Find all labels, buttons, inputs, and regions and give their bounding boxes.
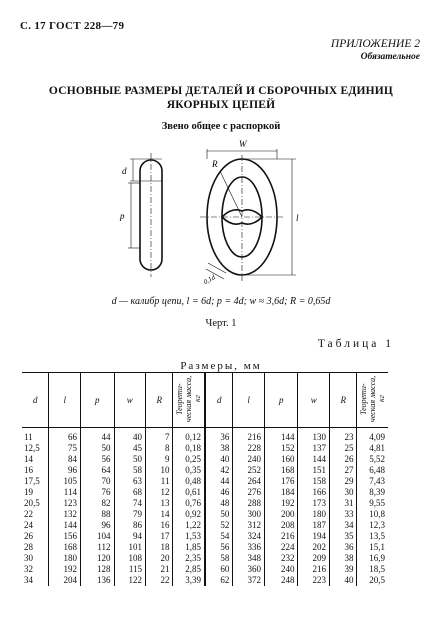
table-cell: 0,25 [173, 454, 205, 465]
header-mass-text: Теорети-ческая масса, кг [175, 375, 203, 423]
header-mass-text-2: Теорети-ческая масса, кг [359, 375, 387, 423]
table-cell: 223 [298, 575, 330, 586]
table-cell: 28 [24, 542, 33, 552]
table-cell: 34 [24, 575, 33, 585]
table-row [22, 509, 388, 520]
table-cell: 46 [205, 487, 233, 498]
table-cell: 2,85 [173, 564, 205, 575]
table-cell: 0,92 [173, 509, 205, 520]
table-cell: 184 [264, 487, 298, 498]
label-p: p [120, 211, 125, 221]
header-l: l [49, 373, 81, 428]
table-cell: 82 [80, 498, 114, 509]
table-cell: 192 [49, 564, 81, 575]
table-cell: 2,35 [173, 553, 205, 564]
table-cell: 5,52 [357, 454, 388, 465]
table-cell: 166 [298, 487, 330, 498]
table-cell: 32 [24, 564, 33, 574]
table-cell: 192 [264, 498, 298, 509]
table-cell: 168 [49, 542, 81, 553]
header-d-2: d [205, 373, 233, 428]
table-cell: 48 [205, 498, 233, 509]
table-cell: 105 [49, 476, 81, 487]
table-cell: 44 [80, 428, 114, 444]
table-cell: 74 [114, 498, 146, 509]
table-cell: 176 [264, 476, 298, 487]
table-cell: 12,5 [24, 443, 40, 453]
table-cell: 228 [233, 443, 265, 454]
table-cell: 29 [330, 476, 357, 487]
table-cell: 1,53 [173, 531, 205, 542]
table-cell: 160 [264, 454, 298, 465]
table-cell: 101 [114, 542, 146, 553]
table-cell: 1,22 [173, 520, 205, 531]
figure-label: Черт. 1 [205, 318, 237, 329]
table-cell: 9,55 [357, 498, 388, 509]
table-cell: 33 [330, 509, 357, 520]
table-cell: 18,5 [357, 564, 388, 575]
table-cell: 79 [114, 509, 146, 520]
table-cell: 31 [330, 498, 357, 509]
label-w: W [239, 139, 247, 149]
table-cell: 209 [298, 553, 330, 564]
table-cell: 264 [233, 476, 265, 487]
table-cell: 20 [146, 553, 173, 564]
table-cell: 25 [330, 443, 357, 454]
table-cell: 152 [264, 443, 298, 454]
table-cell: 58 [114, 465, 146, 476]
table-cell: 54 [205, 531, 233, 542]
table-row [22, 465, 388, 476]
table-cell: 0,48 [173, 476, 205, 487]
table-cell: 132 [49, 509, 81, 520]
table-cell: 136 [80, 575, 114, 586]
header-r: R [146, 373, 173, 428]
table-cell: 11 [146, 476, 173, 487]
table-cell: 21 [146, 564, 173, 575]
header-p: p [80, 373, 114, 428]
document-title-line-2: ЯКОРНЫХ ЦЕПЕЙ [166, 99, 276, 111]
table-cell: 50 [80, 443, 114, 454]
dimension-p [128, 183, 140, 248]
table-cell: 224 [264, 542, 298, 553]
table-cell: 27 [330, 465, 357, 476]
table-cell: 39 [330, 564, 357, 575]
table-cell: 173 [298, 498, 330, 509]
table-cell: 42 [205, 465, 233, 476]
table-cell: 56 [80, 454, 114, 465]
table-cell: 108 [114, 553, 146, 564]
table-row [22, 542, 388, 553]
table-cell: 8 [146, 443, 173, 454]
table-cell: 13,5 [357, 531, 388, 542]
table-cell: 16 [146, 520, 173, 531]
table-cell: 6,48 [357, 465, 388, 476]
table-cell: 114 [49, 487, 81, 498]
appendix-note: Обязательное [360, 52, 420, 62]
table-cell: 300 [233, 509, 265, 520]
table-cell: 216 [264, 531, 298, 542]
table-cell: 312 [233, 520, 265, 531]
table-cell: 68 [114, 487, 146, 498]
table-cell: 216 [298, 564, 330, 575]
table-label: Таблица 1 [317, 338, 394, 350]
table-cell: 252 [233, 465, 265, 476]
table-cell: 15,1 [357, 542, 388, 553]
header-w: w [114, 373, 146, 428]
table-cell: 58 [205, 553, 233, 564]
table-cell: 45 [114, 443, 146, 454]
table-cell: 137 [298, 443, 330, 454]
table-cell: 18 [146, 542, 173, 553]
table-cell: 0,61 [173, 487, 205, 498]
table-cell: 0,35 [173, 465, 205, 476]
table-cell: 20,5 [24, 498, 40, 508]
table-cell: 10 [146, 465, 173, 476]
table-cell: 10,8 [357, 509, 388, 520]
table-cell: 3,39 [173, 575, 205, 586]
table-cell: 35 [330, 531, 357, 542]
header-l-2: l [233, 373, 265, 428]
section-title: Звено общее с распоркой [161, 121, 281, 132]
table-cell: 240 [233, 454, 265, 465]
table-title: Размеры, мм [180, 360, 262, 372]
table-cell: 19 [24, 487, 33, 497]
table-cell: 204 [49, 575, 81, 586]
table-cell: 17 [146, 531, 173, 542]
table-cell: 11 [24, 432, 33, 442]
table-cell: 200 [264, 509, 298, 520]
table-cell: 4,09 [357, 428, 388, 444]
header-mass [173, 373, 205, 428]
label-weld: 0,1d [202, 273, 217, 285]
table-cell: 0,18 [173, 443, 205, 454]
appendix-title: ПРИЛОЖЕНИЕ 2 [330, 38, 420, 50]
table-cell: 44 [205, 476, 233, 487]
table-cell: 20,5 [357, 575, 388, 586]
label-d: d [122, 166, 127, 176]
table-cell: 50 [114, 454, 146, 465]
header-d: d [22, 373, 49, 428]
side-view [140, 153, 162, 277]
table-cell: 7 [146, 428, 173, 444]
table-cell: 76 [80, 487, 114, 498]
table-row [22, 443, 388, 454]
table-cell: 372 [233, 575, 265, 586]
table-row [22, 454, 388, 465]
table-cell: 151 [298, 465, 330, 476]
dimensions-table [22, 372, 388, 586]
table-cell: 0,12 [173, 428, 205, 444]
document-title-line-1: ОСНОВНЫЕ РАЗМЕРЫ ДЕТАЛЕЙ И СБОРОЧНЫХ ЕДИНИЦ [48, 85, 394, 97]
table-cell: 40 [330, 575, 357, 586]
table-cell: 324 [233, 531, 265, 542]
table-cell: 1,85 [173, 542, 205, 553]
table-cell: 288 [233, 498, 265, 509]
table-cell: 50 [205, 509, 233, 520]
table-cell: 187 [298, 520, 330, 531]
table-cell: 104 [80, 531, 114, 542]
table-cell: 14 [24, 454, 33, 464]
table-header-row [22, 373, 388, 428]
table-cell: 7,43 [357, 476, 388, 487]
table-cell: 158 [298, 476, 330, 487]
appendix-label [331, 38, 420, 64]
header-mass-2 [357, 373, 388, 428]
table-cell: 30 [24, 553, 33, 563]
table-cell: 96 [49, 465, 81, 476]
table-cell: 208 [264, 520, 298, 531]
table-cell: 24 [24, 520, 33, 530]
table-cell: 94 [114, 531, 146, 542]
table-row [22, 498, 388, 509]
table-cell: 120 [80, 553, 114, 564]
table-cell: 30 [330, 487, 357, 498]
table-cell: 130 [298, 428, 330, 444]
table-row [22, 553, 388, 564]
table-cell: 276 [233, 487, 265, 498]
table-cell: 66 [49, 428, 81, 444]
table-cell: 9 [146, 454, 173, 465]
table-cell: 248 [264, 575, 298, 586]
label-r: R [212, 159, 218, 169]
table-cell: 62 [205, 575, 233, 586]
table-cell: 38 [330, 553, 357, 564]
table-cell: 216 [233, 428, 265, 444]
table-cell: 63 [114, 476, 146, 487]
drawing-caption: d — калибр цепи, l = 6d; p = 4d; w ≈ 3,6d; R = 0,65d [111, 296, 331, 307]
table-cell: 17,5 [24, 476, 40, 486]
table-cell: 348 [233, 553, 265, 564]
table-cell: 75 [49, 443, 81, 454]
table-cell: 115 [114, 564, 146, 575]
table-cell: 180 [49, 553, 81, 564]
table-cell: 360 [233, 564, 265, 575]
table-cell: 336 [233, 542, 265, 553]
table-cell: 202 [298, 542, 330, 553]
table-cell: 128 [80, 564, 114, 575]
table-row [22, 428, 388, 444]
table-cell: 56 [205, 542, 233, 553]
table-cell: 34 [330, 520, 357, 531]
table-row [22, 575, 388, 586]
table-cell: 70 [80, 476, 114, 487]
page-header: С. 17 ГОСТ 228—79 [20, 20, 125, 32]
table-row [22, 520, 388, 531]
table-cell: 112 [80, 542, 114, 553]
header-r-2: R [330, 373, 357, 428]
table-cell: 64 [80, 465, 114, 476]
table-cell: 12 [146, 487, 173, 498]
table-cell: 0,76 [173, 498, 205, 509]
table-cell: 26 [24, 531, 33, 541]
table-cell: 88 [80, 509, 114, 520]
table-cell: 156 [49, 531, 81, 542]
table-row [22, 487, 388, 498]
chain-link-drawing [100, 135, 340, 290]
chain-link-svg [100, 135, 340, 285]
table-cell: 52 [205, 520, 233, 531]
table-cell: 123 [49, 498, 81, 509]
table-cell: 240 [264, 564, 298, 575]
table-cell: 144 [298, 454, 330, 465]
table-cell: 38 [205, 443, 233, 454]
table-row [22, 476, 388, 487]
table-cell: 13 [146, 498, 173, 509]
table-cell: 16 [24, 465, 33, 475]
table-cell: 144 [49, 520, 81, 531]
label-l: l [296, 213, 299, 223]
table-cell: 40 [205, 454, 233, 465]
table-cell: 40 [114, 428, 146, 444]
table-cell: 23 [330, 428, 357, 444]
header-w-2: w [298, 373, 330, 428]
table-row [22, 531, 388, 542]
table-cell: 14 [146, 509, 173, 520]
table-cell: 84 [49, 454, 81, 465]
table-cell: 232 [264, 553, 298, 564]
table-cell: 16,9 [357, 553, 388, 564]
table-body [22, 428, 388, 587]
table-cell: 86 [114, 520, 146, 531]
table-cell: 12,3 [357, 520, 388, 531]
table-cell: 144 [264, 428, 298, 444]
table-cell: 168 [264, 465, 298, 476]
table-cell: 36 [205, 428, 233, 444]
table-cell: 8,39 [357, 487, 388, 498]
table-row [22, 564, 388, 575]
table-cell: 122 [114, 575, 146, 586]
table-cell: 26 [330, 454, 357, 465]
table-cell: 4,81 [357, 443, 388, 454]
table-cell: 194 [298, 531, 330, 542]
front-view [200, 155, 284, 281]
header-p-2: p [264, 373, 298, 428]
table-cell: 22 [146, 575, 173, 586]
table-cell: 180 [298, 509, 330, 520]
table-cell: 22 [24, 509, 33, 519]
document-title [0, 84, 442, 112]
table-cell: 36 [330, 542, 357, 553]
table-cell: 96 [80, 520, 114, 531]
table-cell: 60 [205, 564, 233, 575]
